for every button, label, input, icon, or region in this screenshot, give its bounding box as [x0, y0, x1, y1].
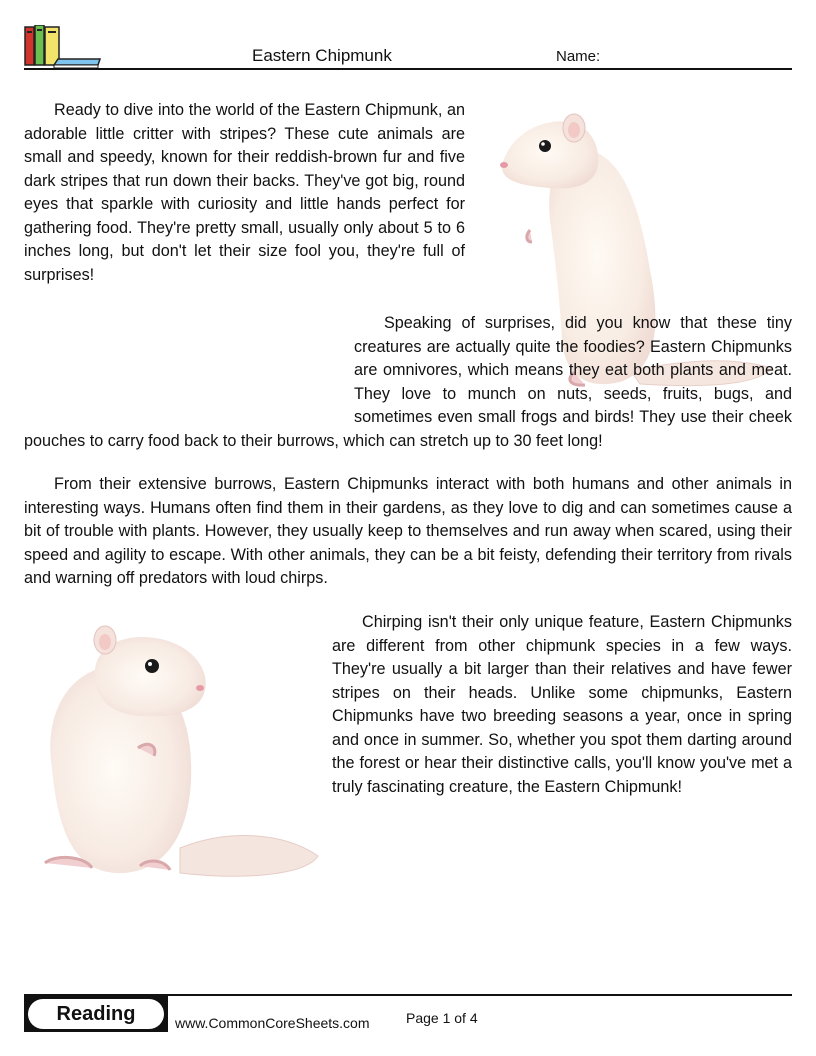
page-title: Eastern Chipmunk: [252, 46, 392, 65]
paragraph-2-text: Speaking of surprises, did you know that these tiny creatures are actually quite the foodies? Eastern Chipmunks are omnivores, which means they eat both plants and meat. They love to munch on nuts, seeds, fruits, bugs, and sometimes even small frogs and birds! They use their cheek pouches to carry food back to their burrows, which can stretch up to 30 feet long!: [24, 314, 792, 450]
books-logo-icon: [24, 25, 102, 69]
page-number: Page 1 of 4: [406, 1010, 478, 1026]
reading-badge: [24, 996, 168, 1032]
paragraph-3: From their extensive burrows, Eastern Chipmunks interact with both humans and other animals in interesting ways. Humans often find them in their gardens, as they love to dig and can sometimes cause a bit of trouble with plants. However, they usually keep to themselves and run away when scared, using their speed and agility to escape. With other animals, they can be a bit feisty, defending their territory from rivals and warning off predators with loud chirps.: [24, 475, 792, 587]
name-label: Name:: [556, 48, 601, 65]
site-url: www.CommonCoreSheets.com: [175, 1015, 370, 1031]
paragraph-1: Ready to dive into the world of the Eastern Chipmunk, an adorable little critter with stripes? These cute animals are small and speedy, known for their reddish-brown fur and five dark stripes that run down their backs. They've got big, round eyes that sparkle with curiosity and little hands perfect for gathering food. They're pretty small, usually only about 5 to 6 inches long, but don't let their size fool you, they're full of surprises!: [24, 101, 465, 284]
paragraph-4: Chirping isn't their only unique feature, Eastern Chipmunks are different from other chipmunk species in a few ways. They're usually a bit larger than their relatives and have fewer stripes on their heads. Unlike some chipmunks, Eastern Chipmunks have two breeding seasons a year, once in spring and once in summer. So, whether you spot them darting around the forest or hear their distinctive calls, you'll know you've met a truly fascinating creature, the Eastern Chipmunk!: [332, 613, 792, 796]
page-header: [24, 20, 792, 70]
header-divider: [24, 68, 792, 70]
paragraph-2: [24, 312, 792, 453]
image-wrap-spacer: [24, 312, 354, 408]
reading-badge-label: Reading: [28, 999, 164, 1029]
chipmunk-sitting-image: [30, 618, 325, 883]
